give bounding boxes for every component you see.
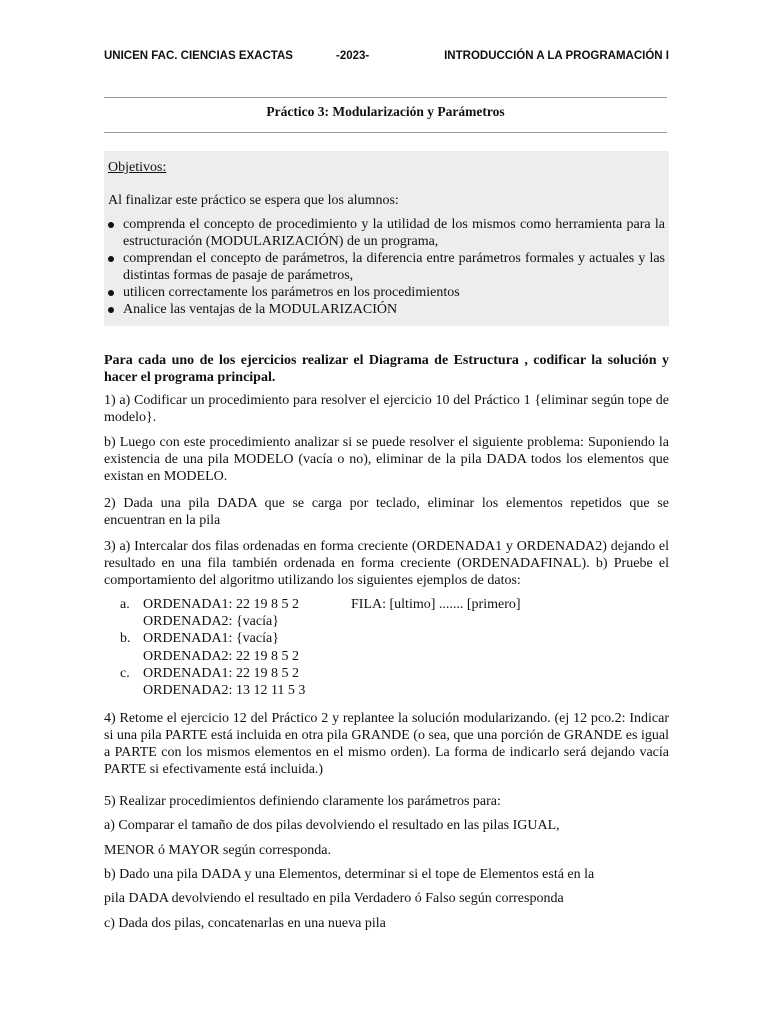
example-row [120,613,540,630]
exercise-5a-line2: MENOR ó MAYOR según corresponda. [104,843,331,858]
example-b-ordenada2: ORDENADA2: 22 19 8 5 2 [143,648,299,664]
example-label-a: a. [120,597,130,612]
title-top-rule [104,97,667,98]
example-c-ordenada1: ORDENADA1: 22 19 8 5 2 [143,665,299,681]
header-institution: UNICEN FAC. CIENCIAS EXACTAS [104,50,293,62]
objective-item: comprendan el concepto de parámetros, la diferencia entre parámetros formales y actuales y las distintas formas de pasaje de parámetros, [108,250,665,284]
title-bottom-rule [104,132,667,133]
exercise-5b-line1: b) Dado una pila DADA y una Elementos, determinar si el tope de Elementos está en la [104,867,595,882]
example-c-ordenada2: ORDENADA2: 13 12 11 5 3 [143,682,306,698]
exercise-5c: c) Dada dos pilas, concatenarlas en una nueva pila [104,916,386,931]
exercise-3-examples [120,596,540,699]
header-year: -2023- [336,50,370,62]
example-fila-note: FILA: [ultimo] ....... [primero] [351,597,521,612]
objectives-intro: Al finalizar este práctico se espera que los alumnos: [108,193,399,208]
example-label-c: c. [120,665,130,681]
bullet-icon [108,222,114,228]
example-row [120,682,540,699]
example-a-ordenada1: ORDENADA1: 22 19 8 5 2 [143,597,299,612]
example-row [120,596,540,613]
objectives-list [108,216,665,318]
objectives-heading: Objetivos: [108,160,167,175]
exercise-5a-line1: a) Comparar el tamaño de dos pilas devolviendo el resultado en las pilas IGUAL, [104,818,560,833]
objective-item: Analice las ventajas de la MODULARIZACIÓN [108,301,665,318]
instructions-text: Para cada uno de los ejercicios realizar el Diagrama de Estructura , codificar la solución y hacer el programa principal. [104,353,669,385]
exercise-4: 4) Retome el ejercicio 12 del Práctico 2 y replantee la solución modularizando. (ej 12 pco.2: Indicar si una pila PARTE está incluida en otra pila GRANDE (o sea, que una porción de GRANDE es igual a PARTE con los mismos elementos en el mismo orden). La forma de indicarlo será dejando vacía PARTE si efectivamente está incluida.) [104,711,669,777]
example-row [120,648,540,665]
example-a-ordenada2: ORDENADA2: {vacía} [143,614,279,630]
example-label-b: b. [120,631,131,647]
exercise-3: 3) a) Intercalar dos filas ordenadas en forma creciente (ORDENADA1 y ORDENADA2) dejando el resultado en una fila también ordenada en forma creciente (ORDENADAFINAL). b) Pruebe el comportamiento del algoritmo utilizando los siguientes ejemplos de datos: [104,539,669,588]
bullet-icon [108,307,114,313]
page-header [104,48,669,68]
exercise-5b-line2: pila DADA devolviendo el resultado en pila Verdadero ó Falso según corresponda [104,891,564,906]
page-title: Práctico 3: Modularización y Parámetros [266,104,505,119]
bullet-icon [108,290,114,296]
exercise-5: 5) Realizar procedimientos definiendo claramente los parámetros para: [104,794,501,809]
objective-item: comprenda el concepto de procedimiento y la utilidad de los mismos como herramienta para la estructuración (MODULARIZACIÓN) de un programa, [108,216,665,250]
exercise-1b: b) Luego con este procedimiento analizar si se puede resolver el siguiente problema: Suponiendo la existencia de una pila MODELO (vacía o no), eliminar de la pila DADA todos los elementos que existan en MODELO. [104,435,669,484]
objective-item: utilicen correctamente los parámetros en los procedimientos [108,284,665,301]
example-b-ordenada1: ORDENADA1: {vacía} [143,631,279,647]
header-course: INTRODUCCIÓN A LA PROGRAMACIÓN I [444,50,669,62]
example-row [120,630,540,647]
example-row [120,665,540,682]
exercise-2: 2) Dada una pila DADA que se carga por teclado, eliminar los elementos repetidos que se encuentran en la pila [104,496,669,528]
bullet-icon [108,256,114,262]
exercise-1a: 1) a) Codificar un procedimiento para resolver el ejercicio 10 del Práctico 1 {eliminar según tope de modelo}. [104,393,669,425]
